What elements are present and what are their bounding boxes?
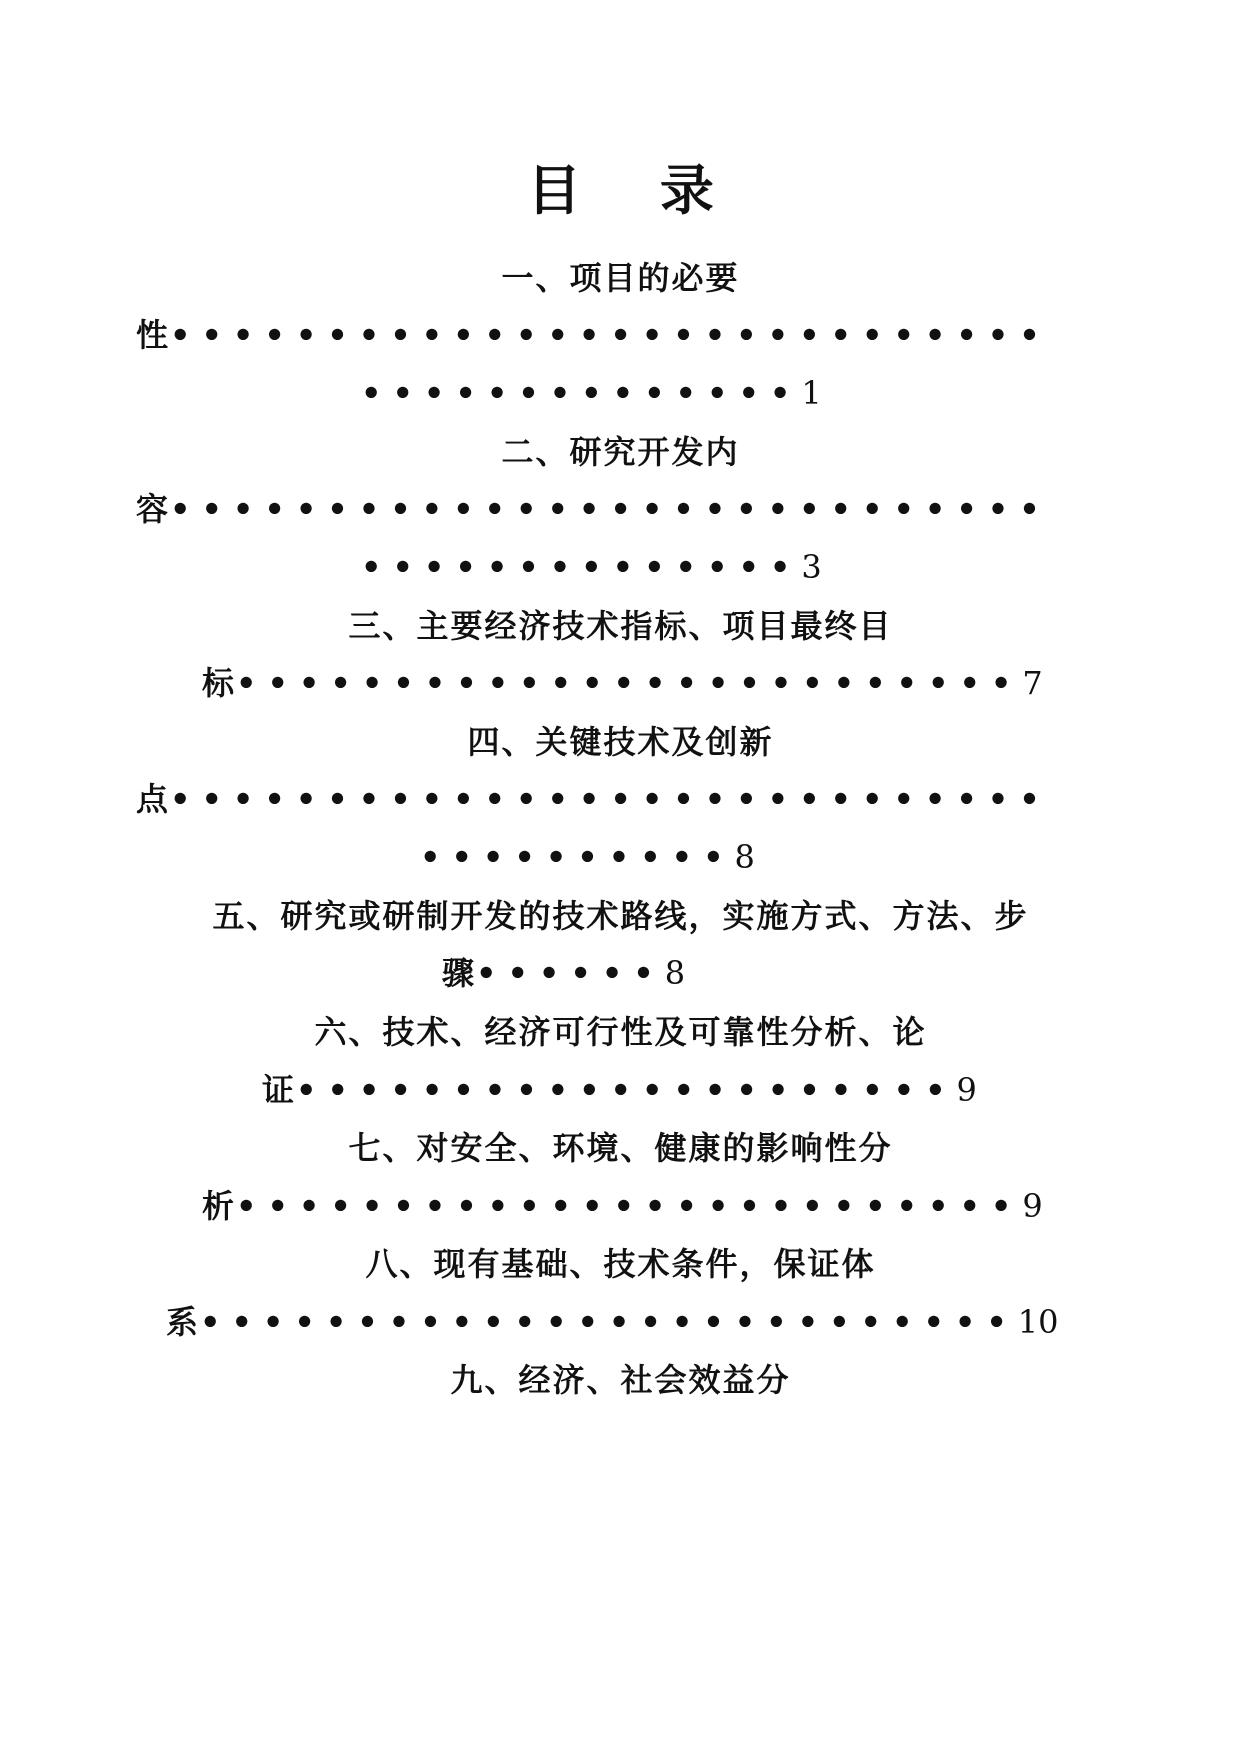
toc-page-number-2: 3 — [801, 548, 822, 586]
toc-leader-line-2a — [136, 487, 1136, 531]
toc-leader-line-4a — [136, 777, 1136, 821]
toc-dot-leader-7: ••••••••••••••••••••••••• — [236, 1187, 1023, 1225]
toc-leader-line-4b — [420, 835, 1120, 879]
toc-leader-line-3 — [202, 661, 1102, 705]
toc-dot-leader-4b: •••••••••• — [420, 838, 735, 876]
toc-heading-tail-3: 标 — [202, 664, 237, 702]
toc-leader-line-7 — [202, 1184, 1102, 1228]
toc-dot-leader-1a: •••••••••••••••••••••••••••• — [170, 316, 1051, 354]
toc-heading-3: 三、主要经济技术指标、项目最终目 — [348, 607, 893, 645]
toc-leader-line-5 — [442, 951, 1042, 995]
toc-page-number-7: 9 — [1022, 1187, 1043, 1225]
toc-heading-6: 六、技术、经济可行性及可靠性分析、论 — [314, 1013, 927, 1051]
toc-heading-tail-4: 点 — [136, 780, 171, 818]
toc-dot-leader-1b: •••••••••••••• — [361, 374, 802, 412]
toc-heading-tail-8: 系 — [166, 1303, 201, 1341]
toc-heading-4: 四、关键技术及创新 — [467, 723, 774, 761]
toc-dot-leader-2b: •••••••••••••• — [361, 548, 802, 586]
toc-leader-line-6 — [262, 1068, 1162, 1112]
toc-page-number-6: 9 — [956, 1071, 977, 1109]
toc-dot-leader-6: ••••••••••••••••••••• — [296, 1071, 957, 1109]
toc-leader-line-1b — [361, 371, 1161, 415]
toc-dot-leader-4a: •••••••••••••••••••••••••••• — [170, 780, 1051, 818]
toc-heading-2: 二、研究开发内 — [501, 433, 740, 471]
toc-heading-tail-7: 析 — [202, 1187, 237, 1225]
toc-leader-line-8 — [166, 1300, 1166, 1344]
toc-page-number-4: 8 — [734, 838, 755, 876]
toc-heading-tail-1: 性 — [136, 316, 171, 354]
toc-heading-7: 七、对安全、环境、健康的影响性分 — [348, 1129, 893, 1167]
toc-dot-leader-5: •••••• — [476, 954, 665, 992]
toc-heading-tail-6: 证 — [262, 1071, 297, 1109]
toc-heading-5: 五、研究或研制开发的技术路线，实施方式、方法、步 — [212, 897, 1029, 935]
toc-dot-leader-3: ••••••••••••••••••••••••• — [236, 664, 1023, 702]
toc-heading-tail-2: 容 — [136, 490, 171, 528]
toc-heading-1: 一、项目的必要 — [501, 259, 740, 297]
toc-heading-9: 九、经济、社会效益分 — [450, 1361, 791, 1399]
toc-leader-line-1a — [136, 313, 1136, 357]
toc-page-number-3: 7 — [1022, 664, 1043, 702]
toc-page-number-1: 1 — [801, 374, 822, 412]
toc-dot-leader-8: •••••••••••••••••••••••••• — [200, 1303, 1018, 1341]
toc-heading-tail-5: 骤 — [442, 954, 477, 992]
toc-dot-leader-2a: •••••••••••••••••••••••••••• — [170, 490, 1051, 528]
toc-leader-line-2b — [361, 545, 1161, 589]
toc-page-number-5: 8 — [664, 954, 686, 992]
toc-page-number-8: 10 — [1017, 1303, 1059, 1341]
page-title: 目 录 — [527, 158, 744, 222]
toc-heading-8: 八、现有基础、技术条件，保证体 — [365, 1245, 876, 1283]
